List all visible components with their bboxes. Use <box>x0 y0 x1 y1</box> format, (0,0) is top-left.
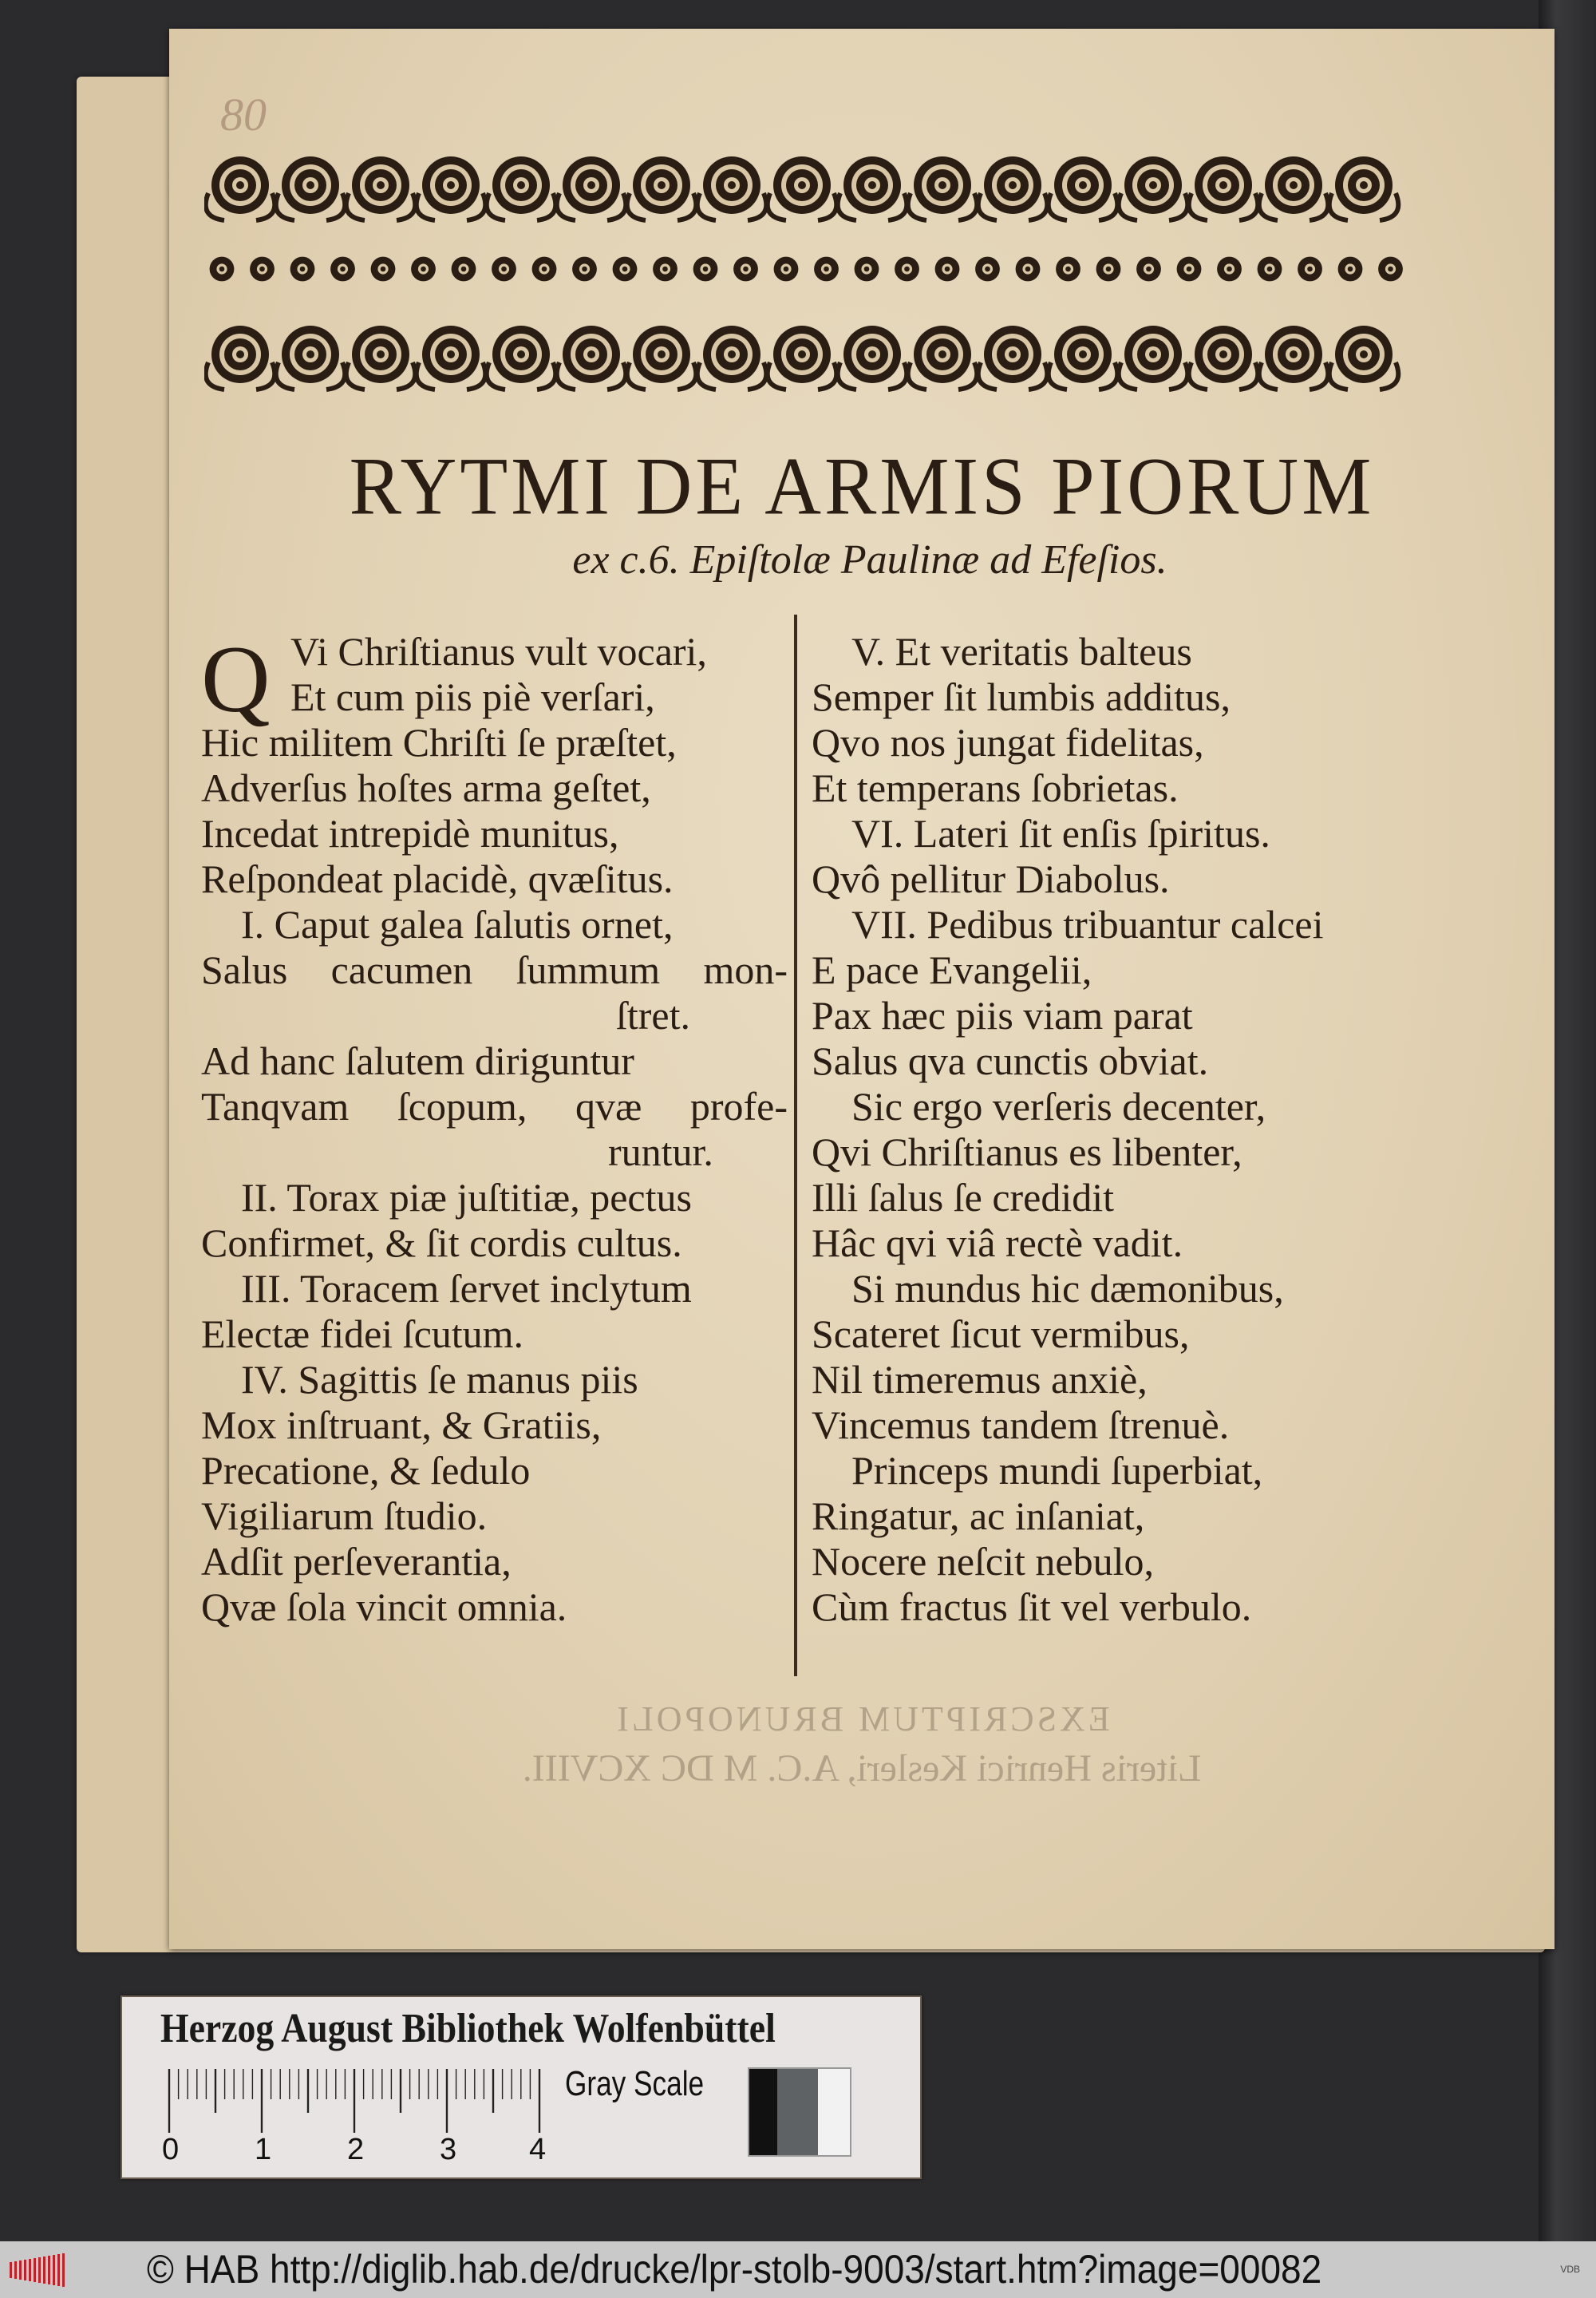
poem-line: Nil timeremus anxiè, <box>812 1357 1148 1402</box>
column-divider <box>794 615 797 1676</box>
poem-line: V. Et veritatis balteus <box>851 629 1192 674</box>
poem-line: IV. Sagittis ſe manus piis <box>241 1357 638 1402</box>
poem-line: Qvô pellitur Diabolus. <box>812 856 1170 901</box>
poem-line: Electæ fidei ſcutum. <box>201 1311 524 1356</box>
poem-line: Salus cacumen ſummum mon- <box>201 947 788 992</box>
poem-line: Sic ergo verſeris decenter, <box>851 1084 1266 1129</box>
poem-line: Adverſus hoſtes arma geſtet, <box>201 765 651 810</box>
copyright-url[interactable]: © HAB http://diglib.hab.de/drucke/lpr-stolb-9003/start.htm?image=00082 <box>147 2247 1322 2292</box>
poem-line: Hic militem Chriſti ſe præſtet, <box>201 720 677 765</box>
poem-line: Vi Chriſtianus vult vocari, <box>290 629 707 674</box>
poem-line: Vigiliarum ſtudio. <box>201 1493 488 1538</box>
poem-line: Qvi Chriſtianus es libenter, <box>812 1129 1242 1174</box>
color-scale-card <box>120 1995 922 2179</box>
poem-line: II. Torax piæ juſtitiæ, pectus <box>241 1175 692 1220</box>
ruler-number: 4 <box>529 2133 547 2166</box>
poem-line: I. Caput galea ſalutis ornet, <box>241 902 674 947</box>
ruler-number: 3 <box>440 2133 457 2166</box>
poem-line: Hâc qvi viâ rectè vadit. <box>812 1220 1183 1265</box>
poem-line: E pace Evangelii, <box>812 947 1092 992</box>
poem-line: Illi ſalus ſe credidit <box>812 1175 1115 1220</box>
vdb-mark: VDB <box>1560 2264 1580 2275</box>
poem-line: Adſit perſeverantia, <box>201 1539 512 1584</box>
poem-line: Qvæ ſola vincit omnia. <box>201 1584 567 1629</box>
page-title: RYTMI DE ARMIS PIORUM <box>349 441 1375 532</box>
floral-ornament-band <box>204 145 1409 401</box>
ruler-number: 2 <box>347 2133 365 2166</box>
drop-cap: Q <box>201 626 271 732</box>
poem-line: Confirmet, & ſit cordis cultus. <box>201 1220 682 1265</box>
hab-logo-icon <box>6 2246 69 2294</box>
poem-line: Princeps mundi ſuperbiat, <box>851 1448 1263 1493</box>
poem-line: Scateret ſicut vermibus, <box>812 1311 1190 1356</box>
ruler-number: 1 <box>255 2133 272 2166</box>
poem-right-column <box>812 629 1530 1630</box>
poem-left-column <box>201 626 788 1630</box>
page-subtitle: ex c.6. Epiſtolæ Paulinæ ad Efeſios. <box>572 537 1167 583</box>
poem-line: Pax hæc piis viam parat <box>812 993 1193 1038</box>
poem-line: Reſpondeat placidè, qvæſitus. <box>201 856 674 901</box>
ruler-number: 0 <box>162 2133 180 2166</box>
gray-scale-patch <box>748 2067 851 2157</box>
poem-line: Semper ſit lumbis additus, <box>812 674 1231 719</box>
poem-line: III. Toracem ſervet inclytum <box>241 1266 692 1311</box>
poem-line: Et temperans ſobrietas. <box>812 765 1179 810</box>
bleed-through-imprint-line-2: Literis Henrici Kesleri, A.C. M DC XCVIII. <box>522 1747 1202 1790</box>
poem-line: ſtret. <box>616 993 691 1038</box>
poem-line: Incedat intrepidè munitus, <box>201 811 619 856</box>
poem-line: Precatione, & ſedulo <box>201 1448 531 1493</box>
copyright-footer <box>0 2241 1596 2298</box>
poem-line: Si mundus hic dæmonibus, <box>851 1266 1284 1311</box>
bleed-through-imprint-line-1: EXSCRIPTUM BRUNOPOLI <box>614 1699 1110 1738</box>
poem-line: Vincemus tandem ſtrenuè. <box>812 1402 1230 1447</box>
poem-line: Cùm fractus ſit vel verbulo. <box>812 1584 1252 1629</box>
poem-line: VI. Lateri ſit enſis ſpiritus. <box>851 811 1270 856</box>
ruler-ticks <box>166 2069 541 2133</box>
poem-line: VII. Pedibus tribuantur calcei <box>851 902 1324 947</box>
poem-line: Tanqvam ſcopum, qvæ profe- <box>201 1084 788 1129</box>
gray-scale-label: Gray Scale <box>565 2064 705 2103</box>
poem-line: Nocere neſcit nebulo, <box>812 1539 1154 1584</box>
poem-line: Salus qva cunctis obviat. <box>812 1038 1209 1083</box>
handwritten-page-number: 80 <box>220 89 267 140</box>
poem-line: Qvo nos jungat fidelitas, <box>812 720 1204 765</box>
poem-line: Mox inſtruant, & Gratiis, <box>201 1402 602 1447</box>
poem-line: Ringatur, ac inſaniat, <box>812 1493 1145 1538</box>
poem-line: Ad hanc ſalutem diriguntur <box>201 1038 634 1083</box>
poem-line: Et cum piis piè verſari, <box>290 674 655 719</box>
poem-line: runtur. <box>608 1129 713 1174</box>
document-page <box>169 29 1555 1949</box>
library-name: Herzog August Bibliothek Wolfenbüttel <box>160 2006 776 2051</box>
